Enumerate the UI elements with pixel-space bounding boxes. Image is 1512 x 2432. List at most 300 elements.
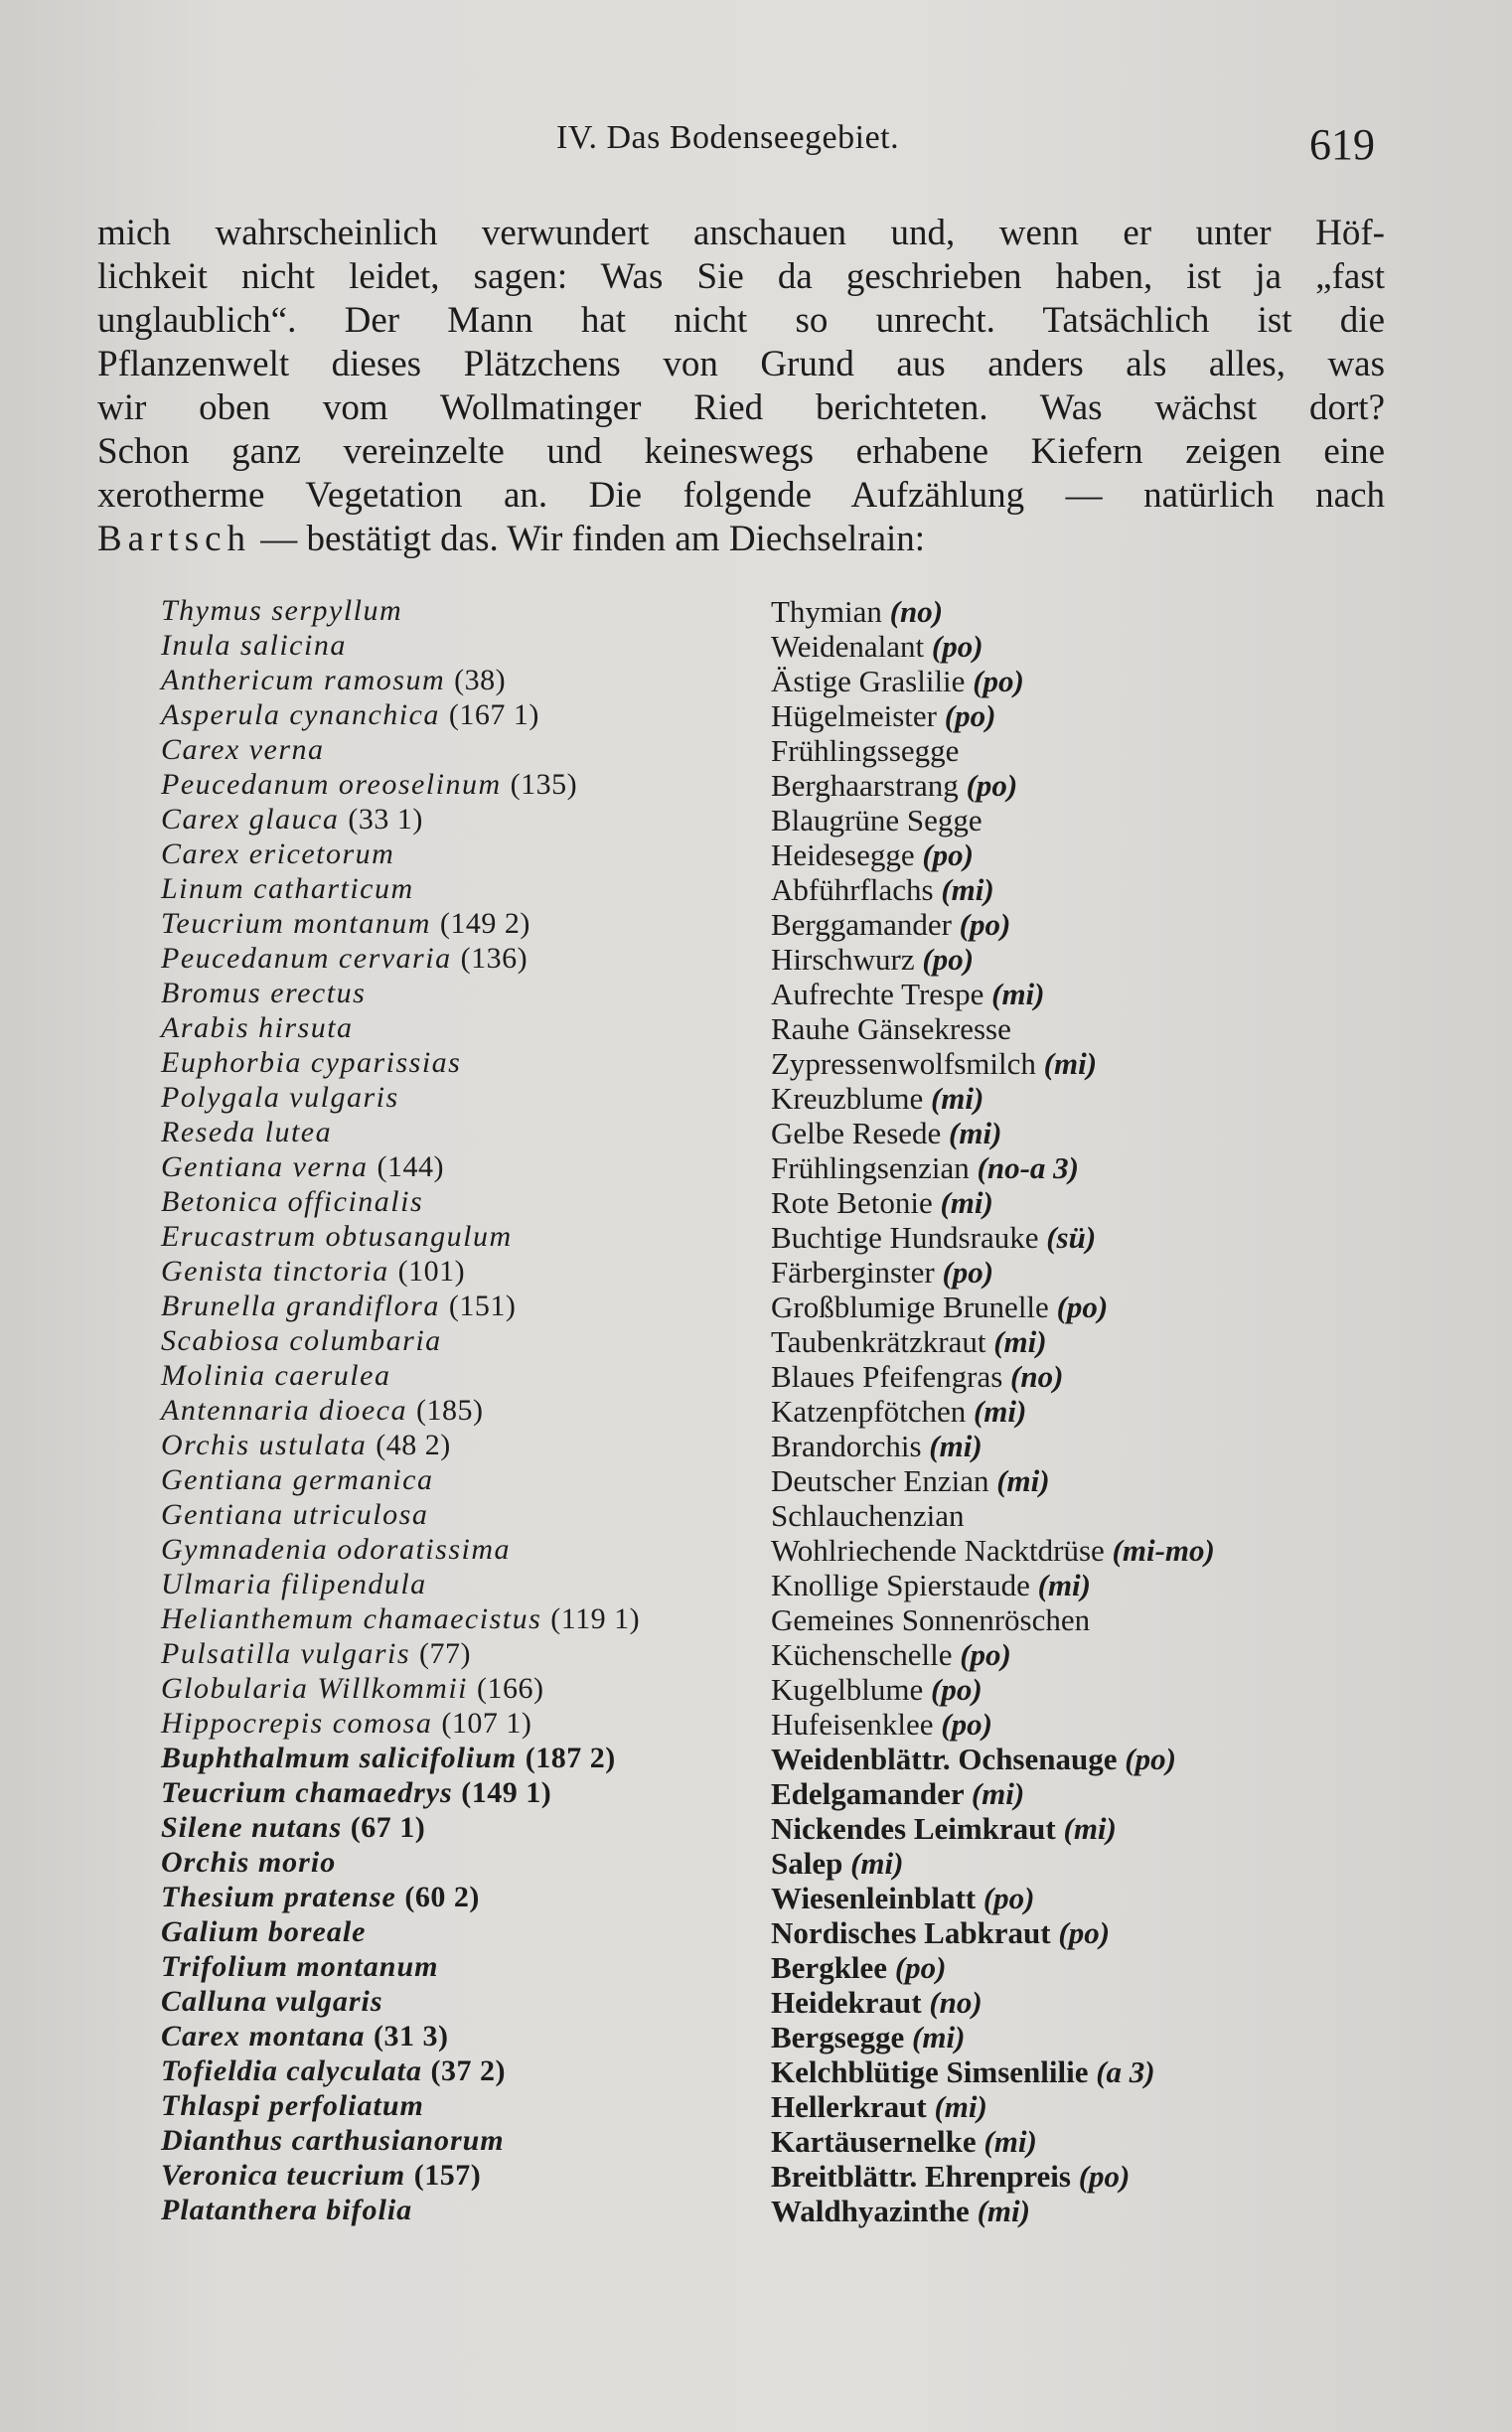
distribution-tag: (po) [966, 768, 1018, 803]
species-german-name [771, 1568, 1091, 1603]
distribution-tag: (po) [1058, 1915, 1111, 1950]
latin-name-text: Gentiana verna [161, 1150, 369, 1183]
species-german-name [771, 1811, 1117, 1847]
german-name-text: Kreuzblume [771, 1081, 924, 1116]
species-reference: (31 3) [374, 2020, 449, 2052]
distribution-tag: (mi) [940, 1185, 993, 1220]
german-name-text: Ästige Graslilie [771, 664, 966, 698]
german-name-text: Knollige Spierstaude [771, 1568, 1030, 1602]
latin-name-text: Hippocrepis comosa [161, 1707, 433, 1740]
german-name-text: Küchenschelle [771, 1637, 953, 1672]
species-german-name [771, 1463, 1050, 1499]
species-german-name [771, 2020, 965, 2055]
species-latin-name [161, 1533, 511, 1567]
species-latin-name [161, 2159, 481, 2193]
species-german-name [771, 2089, 987, 2125]
species-row [0, 942, 1512, 977]
german-name-text: Waldhyazinthe [771, 2194, 970, 2228]
species-german-name [771, 1150, 1079, 1186]
species-row [0, 1081, 1512, 1116]
distribution-tag: (mi) [996, 1463, 1050, 1498]
latin-name-text: Carex glauca [161, 803, 340, 836]
german-name-text: Nordisches Labkraut [771, 1915, 1051, 1950]
paragraph-line: unglaublich“. Der Mann hat nicht so unrecht. Tatsächlich ist die [97, 300, 1385, 341]
species-german-name [771, 2124, 1037, 2160]
distribution-tag: (po) [1078, 2159, 1131, 2194]
species-german-name [771, 1220, 1096, 1256]
distribution-tag: (po) [973, 664, 1024, 698]
species-german-name [771, 594, 943, 630]
species-reference: (67 1) [350, 1811, 426, 1844]
distribution-tag: (mi) [971, 1776, 1025, 1811]
latin-name-text: Orchis morio [161, 1846, 337, 1879]
species-row [0, 2194, 1512, 2228]
species-row [0, 1881, 1512, 1915]
distribution-tag: (mi) [850, 1846, 904, 1881]
distribution-tag: (no) [1010, 1359, 1064, 1394]
distribution-tag: (a 3) [1096, 2054, 1155, 2089]
species-reference: (38) [454, 664, 507, 696]
distribution-tag: (po) [960, 1637, 1011, 1672]
species-row [0, 1568, 1512, 1602]
species-german-name [771, 1081, 983, 1117]
species-german-name [771, 1324, 1047, 1360]
species-row [0, 1185, 1512, 1220]
german-name-text: Schlauchenzian [771, 1498, 965, 1533]
species-row [0, 1359, 1512, 1394]
latin-name-text: Reseda lutea [161, 1116, 333, 1148]
latin-name-text: Scabiosa columbaria [161, 1324, 442, 1357]
body-paragraph [97, 212, 1385, 561]
species-latin-name [161, 1846, 336, 1880]
german-name-text: Blaues Pfeifengras [771, 1359, 1003, 1394]
german-name-text: Rote Betonie [771, 1185, 933, 1220]
species-row [0, 1220, 1512, 1255]
species-latin-name [161, 1463, 433, 1497]
german-name-text: Aufrechte Trespe [771, 977, 984, 1011]
species-german-name [771, 2054, 1155, 2090]
german-name-text: Blaugrüne Segge [771, 803, 983, 837]
latin-name-text: Peucedanum oreoselinum [161, 768, 502, 801]
latin-name-text: Thlaspi perfoliatum [161, 2089, 424, 2122]
species-latin-name [161, 1116, 332, 1149]
german-name-text: Edelgamander [771, 1776, 965, 1811]
distribution-tag: (mi) [977, 2194, 1030, 2228]
page-number: 619 [1309, 120, 1375, 169]
species-german-name [771, 2159, 1130, 2195]
latin-name-text: Genista tinctoria [161, 1255, 389, 1288]
species-german-name [771, 1290, 1108, 1325]
species-row [0, 2089, 1512, 2124]
species-latin-name [161, 664, 506, 697]
species-german-name [771, 1672, 983, 1708]
species-latin-name [161, 1985, 383, 2019]
species-row [0, 2124, 1512, 2159]
species-latin-name [161, 1602, 640, 1636]
species-german-name [771, 907, 1010, 943]
species-latin-name [161, 1776, 551, 1810]
german-name-text: Wohlriechende Nacktdrüse [771, 1533, 1105, 1568]
species-latin-name [161, 1811, 425, 1845]
species-latin-name [161, 977, 366, 1010]
species-latin-name [161, 1011, 354, 1045]
species-row [0, 1011, 1512, 1046]
species-row [0, 1915, 1512, 1950]
species-german-name [771, 837, 974, 873]
distribution-tag: (po) [931, 1672, 983, 1707]
species-latin-name [161, 1637, 471, 1671]
german-name-text: Berggamander [771, 907, 952, 942]
species-row [0, 2020, 1512, 2054]
latin-name-text: Silene nutans [161, 1811, 343, 1844]
german-name-text: Kartäusernelke [771, 2124, 977, 2159]
species-german-name [771, 1742, 1176, 1777]
species-german-name [771, 1185, 993, 1221]
species-reference: (149 1) [461, 1776, 552, 1809]
species-row [0, 1637, 1512, 1672]
latin-name-text: Polygala vulgaris [161, 1081, 399, 1114]
species-row [0, 1672, 1512, 1707]
paragraph-line: Schon ganz vereinzelte und keineswegs erhabene Kiefern zeigen eine [97, 431, 1385, 472]
species-latin-name [161, 1742, 616, 1775]
species-german-name [771, 942, 974, 978]
species-reference: (187 2) [525, 1742, 616, 1774]
species-latin-name [161, 1290, 516, 1323]
species-latin-name [161, 1950, 438, 1984]
distribution-tag: (mi) [949, 1116, 1002, 1150]
species-german-name [771, 977, 1045, 1012]
species-german-name [771, 872, 994, 908]
species-row [0, 1116, 1512, 1150]
distribution-tag: (mi) [930, 1081, 984, 1116]
species-row [0, 2159, 1512, 2194]
german-name-text: Weidenalant [771, 629, 925, 664]
german-name-text: Brandorchis [771, 1429, 922, 1463]
species-german-name [771, 1011, 1011, 1047]
german-name-text: Kugelblume [771, 1672, 924, 1707]
species-german-name [771, 698, 995, 734]
paragraph-line: lichkeit nicht leidet, sagen: Was Sie da geschrieben haben, ist ja „fast [97, 256, 1385, 297]
german-name-text: Weidenblättr. Ochsenauge [771, 1742, 1118, 1776]
species-german-name [771, 1602, 1090, 1638]
german-name-text: Gemeines Sonnenröschen [771, 1602, 1091, 1637]
latin-name-text: Teucrium chamaedrys [161, 1776, 453, 1809]
species-reference: (107 1) [441, 1707, 532, 1740]
species-row [0, 1985, 1512, 2020]
latin-name-text: Carex ericetorum [161, 837, 395, 870]
distribution-tag: (mi) [929, 1429, 983, 1463]
species-german-name [771, 768, 1017, 804]
german-name-text: Salep [771, 1846, 843, 1881]
latin-name-text: Arabis hirsuta [161, 1011, 354, 1044]
species-row [0, 1742, 1512, 1776]
species-row [0, 1533, 1512, 1568]
distribution-tag: (mi) [934, 2089, 987, 2124]
species-latin-name [161, 907, 530, 941]
species-latin-name [161, 1220, 513, 1254]
species-latin-name [161, 942, 528, 976]
species-row [0, 1463, 1512, 1498]
species-row [0, 1776, 1512, 1811]
german-name-text: Hufeisenklee [771, 1707, 934, 1742]
latin-name-text: Ulmaria filipendula [161, 1568, 427, 1600]
species-latin-name [161, 1429, 451, 1462]
latin-name-text: Molinia caerulea [161, 1359, 391, 1392]
species-german-name [771, 1637, 1011, 1673]
species-latin-name [161, 2089, 424, 2123]
species-row [0, 907, 1512, 942]
distribution-tag: (po) [983, 1881, 1035, 1915]
species-reference: (149 2) [439, 907, 530, 940]
species-german-name [771, 1915, 1110, 1951]
latin-name-text: Carex montana [161, 2020, 366, 2052]
species-latin-name [161, 1915, 367, 1949]
species-german-name [771, 1533, 1215, 1569]
species-latin-name [161, 629, 347, 663]
paragraph-line: Pflanzenwelt dieses Plätzchens von Grund aus anders als alles, was [97, 344, 1385, 384]
distribution-tag: (mi) [912, 2020, 966, 2054]
latin-name-text: Dianthus carthusianorum [161, 2124, 505, 2157]
species-german-name [771, 629, 983, 665]
species-latin-name [161, 1359, 390, 1393]
distribution-tag: (po) [1125, 1742, 1176, 1776]
german-name-text: Katzenpfötchen [771, 1394, 967, 1429]
latin-name-text: Erucastrum obtusangulum [161, 1220, 513, 1253]
german-name-text: Deutscher Enzian [771, 1463, 989, 1498]
species-latin-name [161, 2054, 506, 2088]
german-name-text: Heidesegge [771, 837, 915, 872]
german-name-text: Wiesenleinblatt [771, 1881, 977, 1915]
species-reference: (60 2) [404, 1881, 480, 1913]
species-row [0, 698, 1512, 733]
german-name-text: Färberginster [771, 1255, 935, 1290]
distribution-tag: (mi-mo) [1112, 1533, 1215, 1568]
species-reference: (135) [510, 768, 578, 801]
running-title: IV. Das Bodenseegebiet. [556, 119, 900, 156]
distribution-tag: (po) [894, 1950, 947, 1985]
species-row [0, 1046, 1512, 1081]
german-name-text: Frühlingssegge [771, 733, 960, 768]
species-latin-name [161, 1394, 483, 1428]
latin-name-text: Gentiana utriculosa [161, 1498, 429, 1531]
latin-name-text: Bromus erectus [161, 977, 367, 1009]
species-row [0, 1602, 1512, 1637]
distribution-tag: (po) [942, 1255, 994, 1290]
species-german-name [771, 1950, 946, 1986]
latin-name-text: Platanthera bifolia [161, 2194, 413, 2226]
species-german-name [771, 1394, 1026, 1430]
german-name-text: Taubenkrätzkraut [771, 1324, 986, 1359]
latin-name-text: Veronica teucrium [161, 2159, 406, 2192]
species-row [0, 1429, 1512, 1463]
author-name: Bartsch [97, 519, 252, 559]
species-row [0, 1950, 1512, 1985]
species-reference: (37 2) [430, 2054, 507, 2087]
species-row [0, 1707, 1512, 1742]
german-name-text: Thymian [771, 594, 882, 629]
distribution-tag: (mi) [1037, 1568, 1091, 1602]
distribution-tag: (po) [944, 698, 996, 733]
latin-name-text: Asperula cynanchica [161, 698, 440, 731]
species-german-name [771, 1116, 1001, 1151]
distribution-tag: (no) [889, 594, 944, 629]
species-latin-name [161, 698, 539, 732]
species-list [0, 594, 1512, 2228]
species-row [0, 803, 1512, 837]
species-latin-name [161, 594, 402, 628]
species-latin-name [161, 1498, 428, 1532]
distribution-tag: (po) [959, 907, 1011, 942]
species-latin-name [161, 1324, 442, 1358]
distribution-tag: (po) [922, 942, 975, 977]
species-latin-name [161, 733, 325, 767]
paragraph-line: xerotherme Vegetation an. Die folgende Aufzählung — natürlich nach [97, 475, 1385, 516]
species-german-name [771, 803, 983, 838]
latin-name-text: Helianthemum chamaecistus [161, 1602, 542, 1635]
species-row [0, 1846, 1512, 1881]
species-german-name [771, 2194, 1030, 2229]
latin-name-text: Gymnadenia odoratissima [161, 1533, 511, 1566]
latin-name-text: Teucrium montanum [161, 907, 431, 940]
species-latin-name [161, 837, 394, 871]
species-german-name [771, 1846, 903, 1882]
species-row [0, 1290, 1512, 1324]
german-name-text: Großblumige Brunelle [771, 1290, 1049, 1324]
species-latin-name [161, 803, 423, 836]
german-name-text: Rauhe Gänsekresse [771, 1011, 1011, 1046]
latin-name-text: Betonica officinalis [161, 1185, 424, 1218]
species-latin-name [161, 1081, 399, 1115]
latin-name-text: Euphorbia cyparissias [161, 1046, 462, 1079]
german-name-text: Kelchblütige Simsenlilie [771, 2054, 1089, 2089]
german-name-text: Hellerkraut [771, 2089, 927, 2124]
species-row [0, 1150, 1512, 1185]
latin-name-text: Anthericum ramosum [161, 664, 446, 696]
latin-name-text: Calluna vulgaris [161, 1985, 383, 2018]
species-latin-name [161, 1150, 444, 1184]
species-german-name [771, 1498, 965, 1534]
latin-name-text: Brunella grandiflora [161, 1290, 440, 1322]
species-latin-name [161, 1046, 461, 1080]
species-german-name [771, 1985, 983, 2021]
species-latin-name [161, 768, 577, 802]
species-reference: (33 1) [348, 803, 423, 836]
latin-name-text: Pulsatilla vulgaris [161, 1637, 411, 1670]
distribution-tag: (mi) [993, 1324, 1047, 1359]
species-row [0, 1498, 1512, 1533]
species-reference: (144) [377, 1150, 444, 1183]
species-german-name [771, 664, 1024, 699]
latin-name-text: Tofieldia calyculata [161, 2054, 423, 2087]
paragraph-line: mich wahrscheinlich verwundert anschauen und, wenn er unter Höf- [97, 213, 1385, 253]
species-latin-name [161, 1185, 423, 1219]
species-reference: (48 2) [376, 1429, 451, 1461]
latin-name-text: Galium boreale [161, 1915, 367, 1948]
species-latin-name [161, 1881, 480, 1914]
species-latin-name [161, 1568, 427, 1601]
species-german-name [771, 1881, 1035, 1916]
german-name-text: Hirschwurz [771, 942, 915, 977]
distribution-tag: (mi) [1063, 1811, 1117, 1846]
species-german-name [771, 1255, 993, 1291]
species-german-name [771, 1359, 1063, 1395]
latin-name-text: Linum catharticum [161, 872, 414, 905]
species-row [0, 2054, 1512, 2089]
species-reference: (136) [460, 942, 529, 975]
distribution-tag: (mi) [1043, 1046, 1098, 1081]
species-row [0, 977, 1512, 1011]
species-row [0, 1324, 1512, 1359]
paragraph-line: wir oben vom Wollmatinger Ried berichteten. Was wächst dort? [97, 387, 1385, 428]
german-name-text: Abführflachs [771, 872, 934, 907]
latin-name-text: Gentiana germanica [161, 1463, 434, 1496]
german-name-text: Bergklee [771, 1950, 888, 1985]
distribution-tag: (sü) [1046, 1220, 1097, 1255]
species-row [0, 1811, 1512, 1846]
species-latin-name [161, 1255, 465, 1289]
german-name-text: Berghaarstrang [771, 768, 959, 803]
distribution-tag: (mi) [973, 1394, 1027, 1429]
german-name-text: Bergsegge [771, 2020, 905, 2054]
distribution-tag: (mi) [983, 2124, 1037, 2159]
species-reference: (167 1) [448, 698, 539, 731]
latin-name-text: Thymus serpyllum [161, 594, 403, 627]
species-latin-name [161, 872, 414, 906]
german-name-text: Buchtige Hundsrauke [771, 1220, 1039, 1255]
german-name-text: Frühlingsenzian [771, 1150, 970, 1185]
species-latin-name [161, 1672, 543, 1706]
german-name-text: Nickendes Leimkraut [771, 1811, 1056, 1846]
species-german-name [771, 1776, 1024, 1812]
species-latin-name [161, 2194, 412, 2227]
latin-name-text: Inula salicina [161, 629, 347, 662]
species-german-name [771, 733, 959, 769]
german-name-text: Hügelmeister [771, 698, 938, 733]
species-reference: (77) [419, 1637, 471, 1670]
latin-name-text: Buphthalmum salicifolium [161, 1742, 518, 1774]
german-name-text: Gelbe Resede [771, 1116, 942, 1150]
species-latin-name [161, 2124, 505, 2158]
species-reference: (151) [448, 1290, 517, 1322]
distribution-tag: (no) [929, 1985, 983, 2020]
latin-name-text: Antennaria dioeca [161, 1394, 407, 1427]
species-reference: (101) [397, 1255, 466, 1288]
latin-name-text: Carex verna [161, 733, 325, 766]
species-german-name [771, 1707, 992, 1743]
latin-name-text: Globularia Willkommii [161, 1672, 468, 1705]
latin-name-text: Thesium pratense [161, 1881, 396, 1913]
page-header [0, 119, 1512, 179]
species-german-name [771, 1046, 1097, 1082]
species-reference: (166) [477, 1672, 544, 1705]
species-row [0, 664, 1512, 698]
species-latin-name [161, 1707, 531, 1741]
species-row [0, 1255, 1512, 1290]
distribution-tag: (mi) [991, 977, 1045, 1011]
distribution-tag: (mi) [941, 872, 994, 907]
latin-name-text: Orchis ustulata [161, 1429, 368, 1461]
species-row [0, 768, 1512, 803]
species-row [0, 872, 1512, 907]
distribution-tag: (po) [931, 629, 983, 664]
latin-name-text: Peucedanum cervaria [161, 942, 452, 975]
german-name-text: Heidekraut [771, 1985, 922, 2020]
species-row [0, 1394, 1512, 1429]
distribution-tag: (po) [922, 837, 975, 872]
paragraph-last-line [97, 518, 1385, 561]
species-row [0, 733, 1512, 768]
distribution-tag: (po) [941, 1707, 992, 1742]
